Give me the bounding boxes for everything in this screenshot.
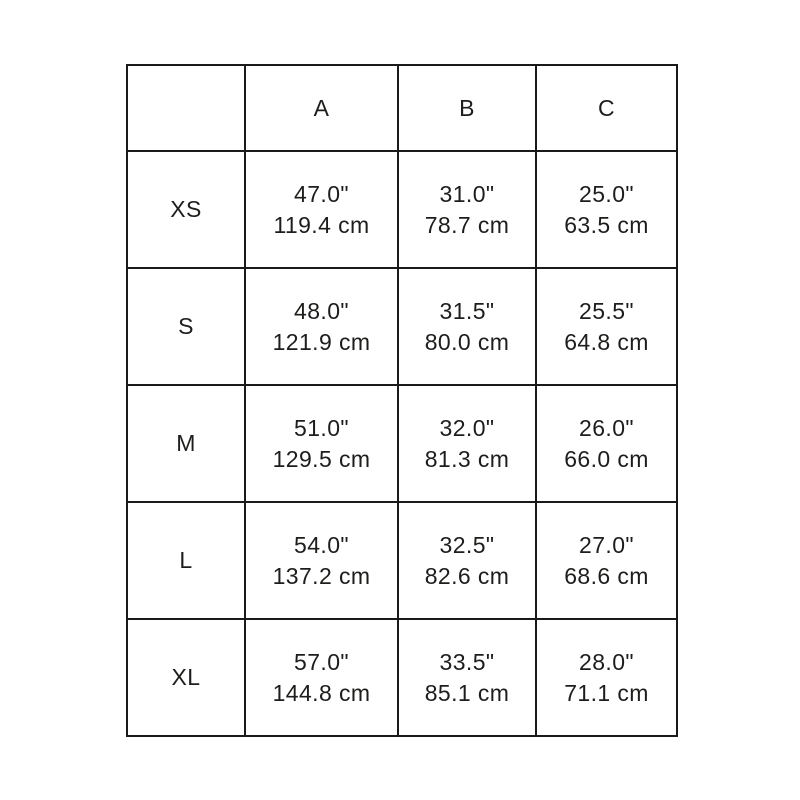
size-label-s: S <box>127 268 245 385</box>
inches-value: 33.5" <box>439 648 495 675</box>
measurement-cell <box>536 385 677 502</box>
cm-value: 68.6 cm <box>564 562 649 589</box>
column-header-a: A <box>245 65 398 151</box>
measurement-cell <box>245 268 398 385</box>
table-row-xs <box>127 151 677 268</box>
measurement-cell <box>536 151 677 268</box>
inches-value: 32.5" <box>439 531 495 558</box>
cm-value: 129.5 cm <box>272 445 371 472</box>
inches-value: 48.0" <box>294 297 349 324</box>
size-label-m: M <box>127 385 245 502</box>
inches-value: 32.0" <box>439 414 495 441</box>
inches-value: 51.0" <box>294 414 349 441</box>
cm-value: 121.9 cm <box>272 328 371 355</box>
column-header-b: B <box>398 65 536 151</box>
size-label-l: L <box>127 502 245 619</box>
measurement-cell <box>536 619 677 736</box>
inches-value: 47.0" <box>294 180 349 207</box>
inches-value: 28.0" <box>579 648 634 675</box>
inches-value: 31.0" <box>439 180 495 207</box>
inches-value: 27.0" <box>579 531 634 558</box>
size-label-xl: XL <box>127 619 245 736</box>
corner-cell <box>127 65 245 151</box>
size-chart-table <box>126 64 678 737</box>
measurement-cell <box>398 268 536 385</box>
cm-value: 85.1 cm <box>424 679 510 706</box>
column-header-c: C <box>536 65 677 151</box>
cm-value: 66.0 cm <box>564 445 649 472</box>
measurement-cell <box>245 502 398 619</box>
inches-value: 54.0" <box>294 531 349 558</box>
inches-value: 31.5" <box>439 297 495 324</box>
inches-value: 57.0" <box>294 648 349 675</box>
cm-value: 64.8 cm <box>564 328 649 355</box>
cm-value: 137.2 cm <box>272 562 371 589</box>
table-row-l <box>127 502 677 619</box>
cm-value: 144.8 cm <box>272 679 371 706</box>
measurement-cell <box>398 502 536 619</box>
measurement-cell <box>536 268 677 385</box>
measurement-cell <box>245 385 398 502</box>
cm-value: 81.3 cm <box>424 445 510 472</box>
table-row-xl <box>127 619 677 736</box>
cm-value: 82.6 cm <box>424 562 510 589</box>
cm-value: 119.4 cm <box>273 211 370 238</box>
table-row-m <box>127 385 677 502</box>
cm-value: 78.7 cm <box>424 211 510 238</box>
inches-value: 25.5" <box>579 297 634 324</box>
inches-value: 25.0" <box>579 180 634 207</box>
header-row <box>127 65 677 151</box>
measurement-cell <box>398 151 536 268</box>
size-label-xs: XS <box>127 151 245 268</box>
cm-value: 80.0 cm <box>424 328 510 355</box>
measurement-cell <box>245 151 398 268</box>
table-row-s <box>127 268 677 385</box>
measurement-cell <box>536 502 677 619</box>
measurement-cell <box>245 619 398 736</box>
cm-value: 71.1 cm <box>564 679 649 706</box>
measurement-cell <box>398 385 536 502</box>
measurement-cell <box>398 619 536 736</box>
inches-value: 26.0" <box>579 414 634 441</box>
cm-value: 63.5 cm <box>564 211 649 238</box>
